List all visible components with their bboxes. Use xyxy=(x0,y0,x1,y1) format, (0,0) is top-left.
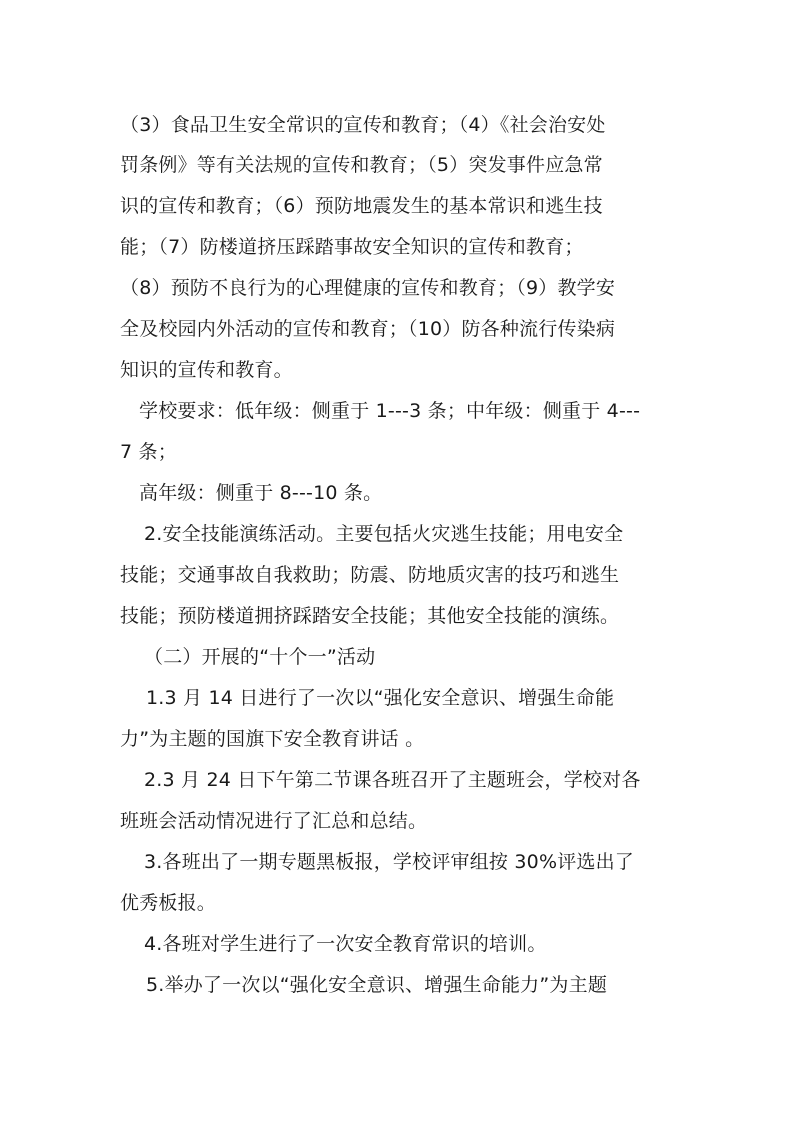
text-line: 力”为主题的国旗下安全教育讲话 。 xyxy=(120,728,425,750)
text-line: （8）预防不良行为的心理健康的宣传和教育；（9）教学安 xyxy=(120,277,616,299)
text-line: 1.3 月 14 日进行了一次以“强化安全意识、增强生命能 xyxy=(146,687,615,709)
text-line: 技能；预防楼道拥挤踩踏安全技能；其他安全技能的演练。 xyxy=(120,605,620,627)
text-line: 5.举办了一次以“强化安全意识、增强生命能力”为主题 xyxy=(146,974,608,996)
text-line: 能；（7）防楼道挤压踩踏事故安全知识的宣传和教育； xyxy=(120,236,584,258)
section-heading: （二）开展的“十个一”活动 xyxy=(144,646,376,668)
text-line: 全及校园内外活动的宣传和教育；（10）防各种流行传染病 xyxy=(120,318,616,340)
text-line: （3）食品卫生安全常识的宣传和教育；（4）《社会治安处 xyxy=(120,114,606,136)
text-line: 2.3 月 24 日下午第二节课各班召开了主题班会，学校对各 xyxy=(144,769,641,791)
text-line: 识的宣传和教育；（6）预防地震发生的基本常识和逃生技 xyxy=(120,195,603,217)
text-line: 高年级：侧重于 8---10 条。 xyxy=(139,482,383,504)
text-line: 3.各班出了一期专题黑板报，学校评审组按 30%评选出了 xyxy=(144,851,634,873)
text-line: 2.安全技能演练活动。主要包括火灾逃生技能；用电安全 xyxy=(144,523,624,545)
text-line: 罚条例》等有关法规的宣传和教育；（5）突发事件应急常 xyxy=(120,154,603,176)
text-line: 班班会活动情况进行了汇总和总结。 xyxy=(120,810,428,832)
text-line: 学校要求：低年级：侧重于 1---3 条；中年级：侧重于 4--- xyxy=(139,400,641,422)
text-line: 7 条； xyxy=(120,441,177,463)
text-line: 技能；交通事故自我救助；防震、防地质灾害的技巧和逃生 xyxy=(120,564,620,586)
text-line: 知识的宣传和教育。 xyxy=(120,359,293,381)
text-line: 4.各班对学生进行了一次安全教育常识的培训。 xyxy=(144,933,547,955)
text-line: 优秀板报。 xyxy=(120,892,217,914)
